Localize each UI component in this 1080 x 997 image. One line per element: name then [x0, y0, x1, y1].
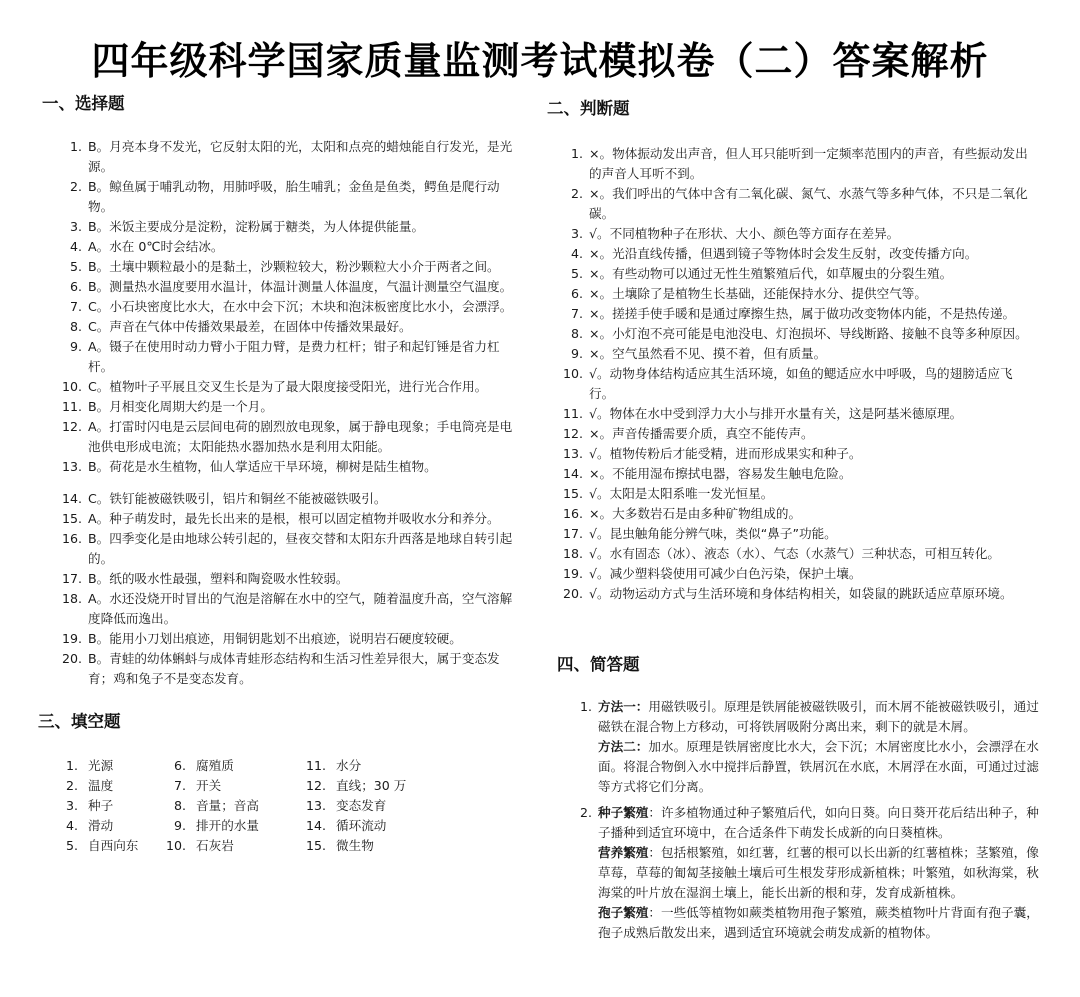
choice-answer-item	[52, 417, 524, 457]
fill-answers-col-2	[166, 756, 306, 856]
fill-answer-item-text: 开关	[196, 778, 222, 793]
fill-answer-item-number: 8.	[173, 798, 186, 813]
section-heading-choice: 一、选择题	[42, 94, 125, 113]
fill-answer-item-text: 水分	[336, 758, 362, 773]
choice-answer-item	[52, 457, 524, 477]
fill-answer-item-text: 滑动	[88, 818, 114, 833]
judge-answer-item	[555, 564, 1035, 584]
fill-answer-item	[306, 756, 446, 776]
judge-answer-item-text: ×。不能用湿布擦拭电器，容易发生触电危险。	[589, 466, 852, 481]
method-two-label: 方法二：	[598, 739, 649, 754]
spore-reproduction-text: ：一些低等植物如蕨类植物用孢子繁殖，蕨类植物叶片背面有孢子囊，孢子成熟后散发出来，遇到适宜环境就会萌发成新的植物体。	[598, 905, 1039, 940]
judge-answer-item-number: 9.	[570, 346, 583, 361]
seed-reproduction-label: 种子繁殖	[598, 805, 649, 820]
fill-answer-item-number: 3.	[65, 798, 78, 813]
fill-answer-item	[166, 776, 306, 796]
judge-answer-item-number: 6.	[570, 286, 583, 301]
section-heading-short: 四、简答题	[557, 655, 640, 674]
choice-answer-item-number: 15.	[61, 511, 82, 526]
judge-answer-item	[555, 324, 1035, 344]
judge-answer-item-number: 17.	[562, 526, 583, 541]
section-heading-judge: 二、判断题	[547, 99, 630, 118]
choice-answer-item-number: 17.	[61, 571, 82, 586]
judge-answer-item	[555, 464, 1035, 484]
judge-answer-item	[555, 444, 1035, 464]
choice-answer-item	[52, 297, 524, 317]
judge-answer-item-number: 14.	[562, 466, 583, 481]
choice-answer-item-number: 20.	[61, 651, 82, 666]
judge-answer-item-text: √。减少塑料袋使用可减少白色污染，保护土壤。	[589, 566, 862, 581]
choice-answer-item-text: A。打雷时闪电是云层间电荷的剧烈放电现象，属于静电现象；手电筒亮是电池供电形成电流；太阳能热水器加热水是利用太阳能。	[88, 419, 513, 454]
fill-answer-item-number: 12.	[306, 778, 327, 793]
method-two-text: 加水。原理是铁屑密度比水大，会下沉；木屑密度比水小，会漂浮在水面。将混合物倒入水中搅拌后静置，铁屑沉在水底，木屑浮在水面，可通过过滤等方式将它们分离。	[598, 739, 1039, 794]
fill-answer-item	[166, 796, 306, 816]
fill-answer-item-text: 光源	[88, 758, 114, 773]
fill-answer-item	[306, 816, 446, 836]
short-answer-number: 1.	[579, 699, 592, 714]
judge-answer-item	[555, 364, 1035, 404]
judge-answer-item-text: √。动物身体结构适应其生活环境，如鱼的鳃适应水中呼吸，鸟的翅膀适应飞行。	[589, 366, 1013, 401]
choice-answer-item	[52, 377, 524, 397]
choice-answer-item	[52, 257, 524, 277]
choice-answer-item	[52, 237, 524, 257]
choice-answer-item-text: B。米饭主要成分是淀粉，淀粉属于糖类，为人体提供能量。	[88, 219, 425, 234]
fill-answer-item-number: 4.	[65, 818, 78, 833]
judge-answers-list	[555, 144, 1035, 604]
choice-answer-item	[52, 509, 524, 529]
vegetative-reproduction-text: ：包括根繁殖，如红薯，红薯的根可以长出新的红薯植株；茎繁殖，像草莓，草莓的匍匐茎接触土壤后可生根发芽形成新植株；叶繁殖，如秋海棠，秋海棠的叶片放在湿润土壤上，能长出新的根和芽，发育成新植株。	[598, 845, 1039, 900]
fill-answer-item-text: 种子	[88, 798, 114, 813]
judge-answer-item	[555, 144, 1035, 184]
choice-answer-item	[52, 397, 524, 417]
fill-answers-col-3	[306, 756, 446, 856]
choice-answer-item	[52, 317, 524, 337]
fill-answer-item-number: 9.	[173, 818, 186, 833]
judge-answer-item-text: √。植物传粉后才能受精，进而形成果实和种子。	[589, 446, 862, 461]
fill-answer-item-number: 13.	[306, 798, 327, 813]
fill-answer-item	[306, 836, 446, 856]
judge-answer-item-text: √。昆虫触角能分辨气味，类似“鼻子”功能。	[589, 526, 837, 541]
short-answer-number: 2.	[579, 805, 592, 820]
choice-answer-item-text: B。月相变化周期大约是一个月。	[88, 399, 273, 414]
judge-answer-item-text: √。水有固态（冰）、液态（水）、气态（水蒸气）三种状态，可相互转化。	[589, 546, 1001, 561]
fill-answer-item	[306, 776, 446, 796]
fill-answer-item	[58, 776, 168, 796]
fill-answer-item-text: 循环流动	[336, 818, 387, 833]
judge-answer-item-text: √。不同植物种子在形状、大小、颜色等方面存在差异。	[589, 226, 900, 241]
fill-answer-item	[166, 836, 306, 856]
spore-reproduction-paragraph	[598, 903, 1046, 943]
fill-answer-item-number: 15.	[306, 838, 327, 853]
choice-answer-item-number: 19.	[61, 631, 82, 646]
judge-answer-item-text: ×。声音传播需要介质，真空不能传声。	[589, 426, 814, 441]
seed-reproduction-text: ：许多植物通过种子繁殖后代，如向日葵。向日葵开花后结出种子，种子播种到适宜环境中，在合适条件下萌发长成新的向日葵植株。	[598, 805, 1039, 840]
choice-answer-item-text: C。小石块密度比水大，在水中会下沉；木块和泡沫板密度比水小，会漂浮。	[88, 299, 513, 314]
fill-answer-item	[58, 836, 168, 856]
judge-answer-item	[555, 284, 1035, 304]
judge-answer-item	[555, 184, 1035, 224]
judge-answer-item-number: 2.	[570, 186, 583, 201]
fill-answer-item	[306, 796, 446, 816]
judge-answer-item	[555, 504, 1035, 524]
judge-answer-item-number: 12.	[562, 426, 583, 441]
choice-answer-item-text: A。水还没烧开时冒出的气泡是溶解在水中的空气，随着温度升高，空气溶解度降低而逸出。	[88, 591, 513, 626]
choice-answer-item	[52, 277, 524, 297]
judge-answer-item-number: 5.	[570, 266, 583, 281]
choice-answer-item	[52, 589, 524, 629]
judge-answer-item	[555, 224, 1035, 244]
choice-answer-item-text: B。月亮本身不发光，它反射太阳的光，太阳和点亮的蜡烛能自行发光，是光源。	[88, 139, 513, 174]
fill-answer-item	[166, 756, 306, 776]
judge-answer-item-number: 4.	[570, 246, 583, 261]
judge-answer-item-number: 20.	[562, 586, 583, 601]
fill-answer-item-number: 2.	[65, 778, 78, 793]
judge-answer-item	[555, 264, 1035, 284]
judge-answer-item-number: 8.	[570, 326, 583, 341]
judge-answer-item	[555, 404, 1035, 424]
choice-answer-item-number: 6.	[69, 279, 82, 294]
choice-answer-item-number: 4.	[69, 239, 82, 254]
judge-answer-item-text: ×。光沿直线传播，但遇到镜子等物体时会发生反射，改变传播方向。	[589, 246, 978, 261]
judge-answer-item	[555, 524, 1035, 544]
fill-answer-item-number: 11.	[306, 758, 327, 773]
choice-answer-item-number: 13.	[61, 459, 82, 474]
judge-answer-item-number: 16.	[562, 506, 583, 521]
judge-answer-item-text: ×。土壤除了是植物生长基础，还能保持水分、提供空气等。	[589, 286, 927, 301]
choice-answer-item-text: A。镊子在使用时动力臂小于阻力臂，是费力杠杆；钳子和起钉锤是省力杠杆。	[88, 339, 500, 374]
judge-answer-item-text: ×。我们呼出的气体中含有二氧化碳、氮气、水蒸气等多种气体，不只是二氧化碳。	[589, 186, 1028, 221]
choice-answer-item	[52, 177, 524, 217]
judge-answer-item-text: ×。小灯泡不亮可能是电池没电、灯泡损坏、导线断路、接触不良等多种原因。	[589, 326, 1028, 341]
choice-answer-item	[52, 217, 524, 237]
method-one-paragraph	[598, 697, 1046, 737]
fill-answer-item	[58, 756, 168, 776]
choice-answer-item-number: 9.	[69, 339, 82, 354]
fill-answer-item-text: 变态发育	[336, 798, 387, 813]
judge-answer-item-text: √。太阳是太阳系唯一发光恒星。	[589, 486, 774, 501]
choice-answer-item-number: 2.	[69, 179, 82, 194]
spore-reproduction-label: 孢子繁殖	[598, 905, 649, 920]
judge-answer-item-text: ×。物体振动发出声音，但人耳只能听到一定频率范围内的声音，有些振动发出的声音人耳听不到。	[589, 146, 1028, 181]
fill-answer-item-text: 温度	[88, 778, 114, 793]
choice-answer-item	[52, 629, 524, 649]
choice-answer-item-number: 10.	[61, 379, 82, 394]
judge-answer-item-number: 7.	[570, 306, 583, 321]
fill-answer-item	[58, 796, 168, 816]
choice-answer-item-text: B。四季变化是由地球公转引起的，昼夜交替和太阳东升西落是地球自转引起的。	[88, 531, 513, 566]
choice-answer-item-number: 14.	[61, 491, 82, 506]
judge-answer-item-text: √。物体在水中受到浮力大小与排开水量有关，这是阿基米德原理。	[589, 406, 963, 421]
choice-answer-item-text: A。水在 0℃时会结冰。	[88, 239, 224, 254]
fill-answer-item-number: 1.	[65, 758, 78, 773]
choice-answer-item	[52, 137, 524, 177]
judge-answer-item-number: 19.	[562, 566, 583, 581]
short-answer-item	[568, 697, 1046, 797]
choice-answer-item-number: 16.	[61, 531, 82, 546]
judge-answer-item-text: ×。大多数岩石是由多种矿物组成的。	[589, 506, 802, 521]
fill-answer-item-text: 腐殖质	[196, 758, 234, 773]
method-one-text: 用磁铁吸引。原理是铁屑能被磁铁吸引，而木屑不能被磁铁吸引，通过磁铁在混合物上方移动，可将铁屑吸附分离出来，剩下的就是木屑。	[598, 699, 1039, 734]
choice-answers-list	[52, 137, 524, 689]
judge-answer-item	[555, 484, 1035, 504]
choice-answer-item-text: B。鲸鱼属于哺乳动物，用肺呼吸，胎生哺乳；金鱼是鱼类，鳄鱼是爬行动物。	[88, 179, 500, 214]
choice-answer-item	[52, 529, 524, 569]
choice-answer-item-text: C。铁钉能被磁铁吸引，铝片和铜丝不能被磁铁吸引。	[88, 491, 387, 506]
choice-answer-item-text: B。能用小刀划出痕迹，用铜钥匙划不出痕迹，说明岩石硬度较硬。	[88, 631, 462, 646]
choice-answer-item-number: 1.	[69, 139, 82, 154]
method-one-label: 方法一：	[598, 699, 649, 714]
method-two-paragraph	[598, 737, 1046, 797]
judge-answer-item-number: 18.	[562, 546, 583, 561]
fill-answer-item-text: 微生物	[336, 838, 374, 853]
choice-answer-item-text: B。测量热水温度要用水温计，体温计测量人体温度，气温计测量空气温度。	[88, 279, 513, 294]
judge-answer-item-number: 15.	[562, 486, 583, 501]
judge-answer-item-text: ×。搓搓手使手暖和是通过摩擦生热，属于做功改变物体内能，不是热传递。	[589, 306, 1016, 321]
choice-answer-item	[52, 569, 524, 589]
seed-reproduction-paragraph	[598, 803, 1046, 843]
choice-answer-item-number: 12.	[61, 419, 82, 434]
fill-answer-item-text: 直线；30 万	[336, 778, 407, 793]
fill-answer-item-text: 自西向东	[88, 838, 139, 853]
judge-answer-item	[555, 424, 1035, 444]
judge-answer-item-number: 11.	[562, 406, 583, 421]
choice-answer-item-number: 8.	[69, 319, 82, 334]
page-title: 四年级科学国家质量监测考试模拟卷（二）答案解析	[91, 39, 989, 83]
fill-answer-item-text: 排开的水量	[196, 818, 259, 833]
judge-answer-item-number: 1.	[570, 146, 583, 161]
section-heading-fill: 三、填空题	[38, 712, 121, 731]
judge-answer-item-number: 13.	[562, 446, 583, 461]
judge-answer-item	[555, 344, 1035, 364]
choice-answer-item-text: B。青蛙的幼体蝌蚪与成体青蛙形态结构和生活习性差异很大，属于变态发育；鸡和兔子不是变态发育。	[88, 651, 500, 686]
fill-answer-item	[166, 816, 306, 836]
fill-answer-item-number: 6.	[173, 758, 186, 773]
choice-answer-item-text: A。种子萌发时，最先长出来的是根，根可以固定植物并吸收水分和养分。	[88, 511, 500, 526]
judge-answer-item-text: ×。有些动物可以通过无性生殖繁殖后代，如草履虫的分裂生殖。	[589, 266, 953, 281]
choice-answer-item-number: 11.	[61, 399, 82, 414]
fill-answer-item-number: 7.	[173, 778, 186, 793]
vegetative-reproduction-paragraph	[598, 843, 1046, 903]
short-answers-list	[568, 697, 1046, 949]
choice-answer-item-number: 3.	[69, 219, 82, 234]
choice-answer-item-text: B。土壤中颗粒最小的是黏土，沙颗粒较大，粉沙颗粒大小介于两者之间。	[88, 259, 500, 274]
vegetative-reproduction-label: 营养繁殖	[598, 845, 649, 860]
judge-answer-item-text: √。动物运动方式与生活环境和身体结构相关，如袋鼠的跳跃适应草原环境。	[589, 586, 1013, 601]
choice-answer-item-text: C。植物叶子平展且交叉生长是为了最大限度接受阳光，进行光合作用。	[88, 379, 488, 394]
choice-answer-item	[52, 489, 524, 509]
fill-answer-item-number: 5.	[65, 838, 78, 853]
judge-answer-item	[555, 544, 1035, 564]
judge-answer-item-number: 10.	[562, 366, 583, 381]
fill-answers-col-1	[58, 756, 168, 856]
judge-answer-item-text: ×。空气虽然看不见、摸不着，但有质量。	[589, 346, 827, 361]
judge-answer-item	[555, 304, 1035, 324]
fill-answer-item-number: 10.	[166, 838, 187, 853]
judge-answer-item-number: 3.	[570, 226, 583, 241]
fill-answer-item-text: 石灰岩	[196, 838, 234, 853]
choice-answer-item-text: C。声音在气体中传播效果最差，在固体中传播效果最好。	[88, 319, 412, 334]
fill-answer-item-text: 音量；音高	[196, 798, 259, 813]
judge-answer-item	[555, 584, 1035, 604]
choice-answer-item	[52, 337, 524, 377]
fill-answer-item-number: 14.	[306, 818, 327, 833]
choice-answer-item	[52, 649, 524, 689]
choice-answer-item-text: B。纸的吸水性最强，塑料和陶瓷吸水性较弱。	[88, 571, 349, 586]
fill-answer-item	[58, 816, 168, 836]
short-answer-item	[568, 803, 1046, 943]
choice-answer-item-number: 18.	[61, 591, 82, 606]
judge-answer-item	[555, 244, 1035, 264]
choice-answer-item-number: 7.	[69, 299, 82, 314]
choice-answer-item-text: B。荷花是水生植物，仙人掌适应干旱环境，柳树是陆生植物。	[88, 459, 437, 474]
choice-answer-item-number: 5.	[69, 259, 82, 274]
